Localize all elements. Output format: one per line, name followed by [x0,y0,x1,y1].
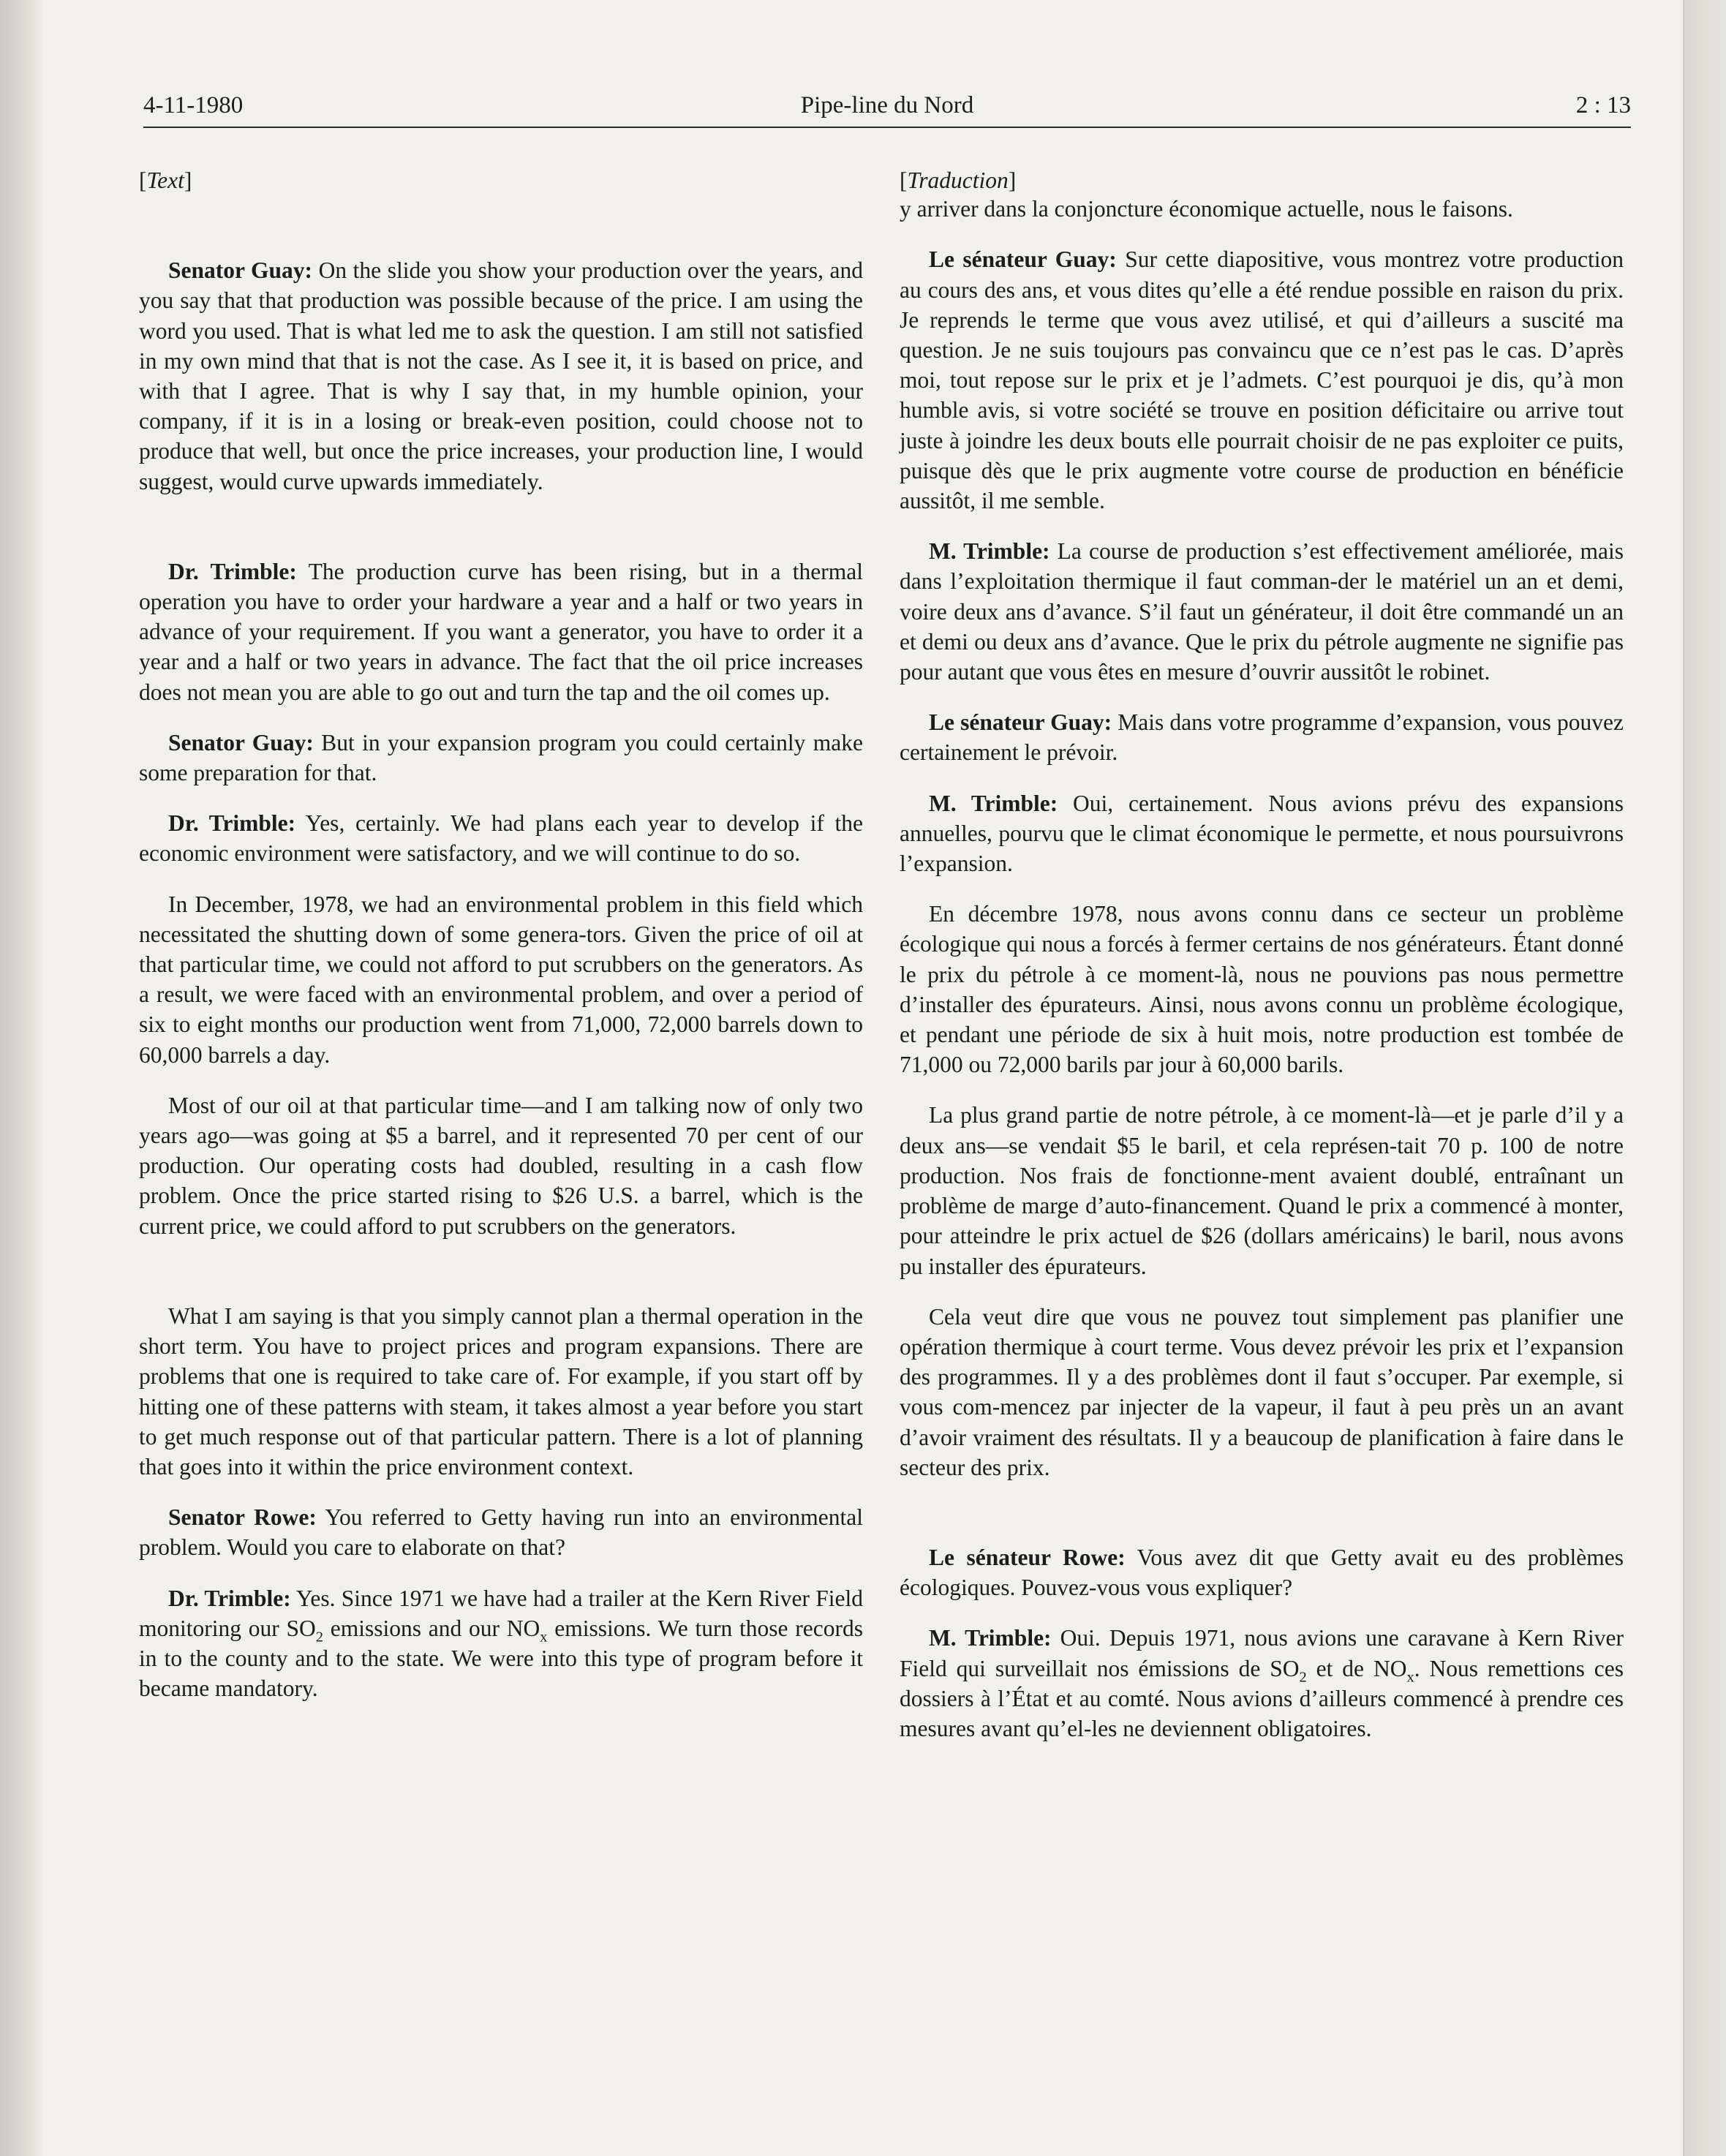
french-section-label: [Traduction] [900,167,1017,193]
running-header [143,92,1631,129]
french-column [900,165,1624,1764]
header-title: Pipe-line du Nord [800,92,974,118]
fr-paragraph-8: M. Trimble: Oui. Depuis 1971, nous avions une caravane à Kern River Field qui surveillait nos émissions de $SO_2$ et de $NO_x$. Nous remettions ces dossiers à l’État et au comté. Nous avions d’ailleurs commencé à prendre ces mesures avant qu’el-les ne deviennent obligatoires. [900,1625,1624,1741]
header-rule [143,127,1631,128]
fr-paragraph-1: M. Trimble: La course de production s’est effectivement améliorée, mais dans l’exploitation thermique il faut comman-der le matériel un an et demi, voire deux ans d’avance. S’il faut un générateur, il doit être commandé un an et demi ou deux ans d’avance. Que le prix du pétrole augmente ne signifie pas pour autant que vous êtes en mesure d’ouvrir aussitôt le robinet. [900,538,1624,685]
header-date: 4-11-1980 [143,92,244,118]
en-paragraph-7: Senator Rowe: You referred to Getty having run into an environmental problem. Would you care to elaborate on that? [139,1504,864,1561]
en-paragraph-4: In December, 1978, we had an environmental problem in this field which necessitated the shutting down of some genera-tors. Given the price of oil at that particular time, we could not afford to put scrubbers on the generators. As a result, we were faced with an environmental problem, and over a period of six to eight months our production went from 71,000, 72,000 barrels down to 60,000 barrels a day. [139,891,863,1068]
fr-paragraph-6: Cela veut dire que vous ne pouvez tout simplement pas planifier une opération thermique à court terme. Vous devez prévoir les prix et l’expansion des programmes. Il y a des problèmes dont il faut s’occuper. Par exemple, si vous com-mencez par injecter de la vapeur, il faut à peu près un an avant d’avoir vraiment des résultats. Il y a beaucoup de planification à faire dans le secteur des prix. [900,1303,1624,1480]
fr-paragraph-7: Le sénateur Rowe: Vous avez dit que Getty avait eu des problèmes écologiques. Pouvez-vous vous expliquer? [900,1544,1624,1601]
english-column [139,165,863,1724]
fr-paragraph-0: Le sénateur Guay: Sur cette diapositive, vous montrez votre production au cours des ans, et vous dites qu’elle a été rendue possible en raison du prix. Je reprends le terme que vous avez utilisé, et qui d’ailleurs a suscité ma question. Je ne suis toujours pas convaincu que ce n’est pas le cas. D’après moi, tout repose sur le prix et je l’admets. C’est pourquoi je dis, qu’à mon humble avis, si votre société se trouve en position déficitaire ou arrive tout juste à joindre les deux bouts elle pourrait choisir de ne pas exploiter ce puits, puisque dès que le prix augmente votre course de production en bénéficie aussitôt, il me semble. [900,246,1624,514]
fr-continuation: y arriver dans la conjoncture économique actuelle, nous le faisons. [900,196,1513,222]
en-paragraph-2: Senator Guay: But in your expansion program you could certainly make some preparation for that. [139,729,863,786]
en-paragraph-1: Dr. Trimble: The production curve has been rising, but in a thermal operation you have to order your hardware a year and a half or two years in advance of your requirement. If you want a generator, you have to order it a year and a half or two years in advance. The fact that the oil price increases does not mean you are able to go out and turn the tap and the oil comes up. [139,558,863,705]
english-section-label: [Text] [139,167,192,193]
fr-paragraph-5: La plus grand partie de notre pétrole, à ce moment-là—et je parle d’il y a deux ans—se vendait $5 le baril, et cela représen-tait 70 p. 100 de notre production. Nos frais de fonctionne-ment avaient doublé, entraînant un problème de marge d’auto-financement. Quand le prix a commencé à monter, pour atteindre le prix actuel de $26 (dollars américains) le baril, nous avons pu installer des épurateurs. [900,1102,1624,1279]
en-paragraph-5: Most of our oil at that particular time—and I am talking now of only two years ago—was going at $5 a barrel, and it represented 70 per cent of our production. Our operating costs had doubled, resulting in a cash flow problem. Once the price started rising to $26 U.S. a barrel, which is the current price, we could afford to put scrubbers on the generators. [139,1092,863,1239]
en-paragraph-0: Senator Guay: On the slide you show your production over the years, and you say that that production was possible because of the price. I am using the word you used. That is what led me to ask the question. I am still not satisfied in my own mind that that is not the case. As I see it, it is based on price, and with that I agree. That is why I say that, in my humble opinion, your company, if it is in a losing or break-even position, could choose not to produce that well, but once the price increases, your production line, I would suggest, would curve upwards immediately. [139,257,864,494]
next-page-edge [1683,0,1726,2156]
fr-paragraph-4: En décembre 1978, nous avons connu dans ce secteur un problème écologique qui nous a forcés à fermer certains de nos générateurs. Étant donné le prix du pétrole à ce moment-là, nous ne pouvions pas nous permettre d’installer des épurateurs. Ainsi, nous avons connu un problème écologique, et pendant une période de six à huit mois, notre production est tombée de 71,000 ou 72,000 barils par jour à 60,000 barils. [900,901,1624,1078]
en-paragraph-3: Dr. Trimble: Yes, certainly. We had plans each year to develop if the economic environment were satisfactory, and we will continue to do so. [139,810,863,867]
en-paragraph-8: Dr. Trimble: Yes. Since 1971 we have had a trailer at the Kern River Field monitoring our $SO_2$ emissions and our $NO_x$ emissions. We turn those records in to the county and to the state. We were into this type of program before it became mandatory. [139,1585,864,1702]
fr-paragraph-2: Le sénateur Guay: Mais dans votre programme d’expansion, vous pouvez certainement le prévoir. [900,709,1624,766]
en-paragraph-6: What I am saying is that you simply cannot plan a thermal operation in the short term. You have to project prices and program expansions. There are problems that one is required to take care of. For example, if you start off by hitting one of these patterns with steam, it takes almost a year before you start to get much response out of that particular pattern. There is a lot of planning that goes into it within the price environment context. [139,1303,863,1480]
page-binding-shadow [0,0,42,2156]
header-page-number: 2 : 13 [1575,92,1631,118]
fr-paragraph-3: M. Trimble: Oui, certainement. Nous avions prévu des expansions annuelles, pourvu que le climat économique le permette, et nous poursuivrons l’expansion. [900,790,1624,877]
